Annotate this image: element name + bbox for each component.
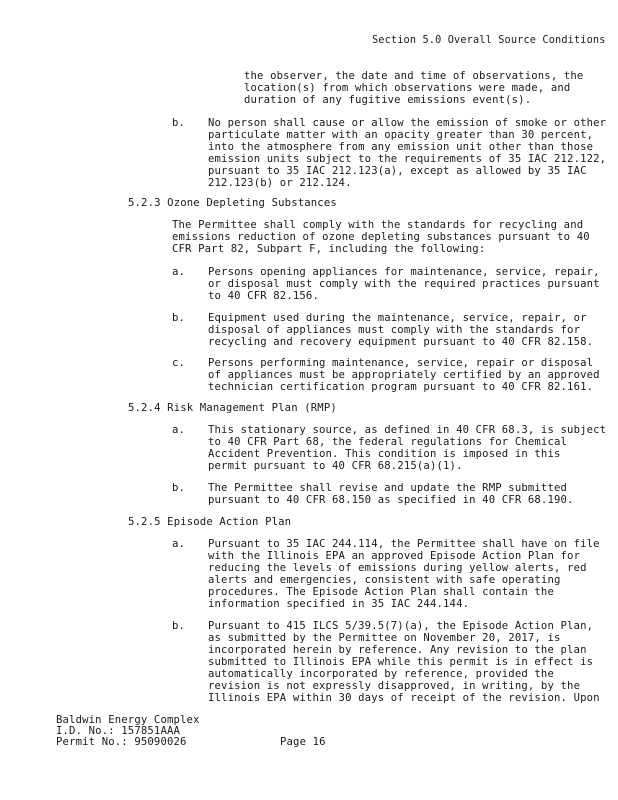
carryover-line: duration of any fugitive emissions event(s).: [244, 94, 532, 106]
item-label: a.: [172, 424, 186, 436]
paragraph-line: 212.123(b) or 212.124.: [208, 177, 352, 189]
paragraph-line: The Permittee shall revise and update the RMP submitted: [208, 482, 568, 494]
paragraph-line: alerts and emergencies, consistent with safe operating: [208, 574, 561, 586]
paragraph-line: Persons opening appliances for maintenance, service, repair,: [208, 266, 600, 278]
paragraph-line: emission units subject to the requirements of 35 IAC 212.122,: [208, 153, 607, 165]
item-label: b.: [172, 482, 186, 494]
paragraph-line: into the atmosphere from any emission unit other than those: [208, 141, 594, 153]
paragraph-line: CFR Part 82, Subpart F, including the following:: [172, 243, 486, 255]
section-heading-5-2-3: 5.2.3 Ozone Depleting Substances: [128, 197, 337, 209]
footer-id-number: I.D. No.: 157851AAA: [56, 725, 181, 737]
paragraph-line: revision is not expressly disapproved, in writing, by the: [208, 680, 581, 692]
paragraph-line: as submitted by the Permittee on November 20, 2017, is: [208, 632, 561, 644]
carryover-line: location(s) from which observations were made, and: [244, 82, 571, 94]
paragraph-line: of appliances must be appropriately certified by an approved: [208, 369, 600, 381]
item-label: b.: [172, 117, 186, 129]
paragraph-line: incorporated herein by reference. Any revision to the plan: [208, 644, 587, 656]
paragraph-line: recycling and recovery equipment pursuant to 40 CFR 82.158.: [208, 336, 594, 348]
paragraph-line: Persons performing maintenance, service, repair or disposal: [208, 357, 594, 369]
paragraph-line: This stationary source, as defined in 40 CFR 68.3, is subject: [208, 424, 607, 436]
section-header: Section 5.0 Overall Source Conditions: [372, 34, 606, 46]
paragraph-line: emissions reduction of ozone depleting substances pursuant to 40: [172, 231, 590, 243]
paragraph-line: pursuant to 40 CFR 68.150 as specified in 40 CFR 68.190.: [208, 494, 574, 506]
paragraph-line: Pursuant to 35 IAC 244.114, the Permittee shall have on file: [208, 538, 600, 550]
item-label: a.: [172, 266, 186, 278]
paragraph-line: to 40 CFR Part 68, the federal regulations for Chemical: [208, 436, 568, 448]
paragraph-line: with the Illinois EPA an approved Episode Action Plan for: [208, 550, 581, 562]
paragraph-line: submitted to Illinois EPA while this permit is in effect is: [208, 656, 594, 668]
paragraph-line: permit pursuant to 40 CFR 68.215(a)(1).: [208, 460, 463, 472]
paragraph-line: automatically incorporated by reference, provided the: [208, 668, 554, 680]
footer-permit-number: Permit No.: 95090026: [56, 736, 187, 748]
paragraph-line: No person shall cause or allow the emission of smoke or other: [208, 117, 607, 129]
section-heading-5-2-5: 5.2.5 Episode Action Plan: [128, 516, 292, 528]
paragraph-line: to 40 CFR 82.156.: [208, 290, 319, 302]
item-label: a.: [172, 538, 186, 550]
item-label: b.: [172, 312, 186, 324]
paragraph-line: procedures. The Episode Action Plan shall contain the: [208, 586, 554, 598]
paragraph-line: Equipment used during the maintenance, service, repair, or: [208, 312, 587, 324]
item-label: c.: [172, 357, 186, 369]
paragraph-line: disposal of appliances must comply with the standards for: [208, 324, 581, 336]
paragraph-line: reducing the levels of emissions during yellow alerts, red: [208, 562, 587, 574]
footer-facility: Baldwin Energy Complex: [56, 714, 200, 726]
paragraph-line: Accident Prevention. This condition is imposed in this: [208, 448, 561, 460]
paragraph-line: particulate matter with an opacity greater than 30 percent,: [208, 129, 594, 141]
paragraph-line: Pursuant to 415 ILCS 5/39.5(7)(a), the Episode Action Plan,: [208, 620, 594, 632]
paragraph-line: Illinois EPA within 30 days of receipt of the revision. Upon: [208, 692, 600, 704]
paragraph-line: pursuant to 35 IAC 212.123(a), except as allowed by 35 IAC: [208, 165, 587, 177]
section-heading-5-2-4: 5.2.4 Risk Management Plan (RMP): [128, 402, 337, 414]
paragraph-line: or disposal must comply with the required practices pursuant: [208, 278, 600, 290]
item-label: b.: [172, 620, 186, 632]
paragraph-line: information specified in 35 IAC 244.144.: [208, 598, 470, 610]
paragraph-line: The Permittee shall comply with the standards for recycling and: [172, 219, 584, 231]
page-number: Page 16: [280, 736, 326, 748]
carryover-line: the observer, the date and time of observations, the: [244, 70, 584, 82]
paragraph-line: technician certification program pursuant to 40 CFR 82.161.: [208, 381, 594, 393]
